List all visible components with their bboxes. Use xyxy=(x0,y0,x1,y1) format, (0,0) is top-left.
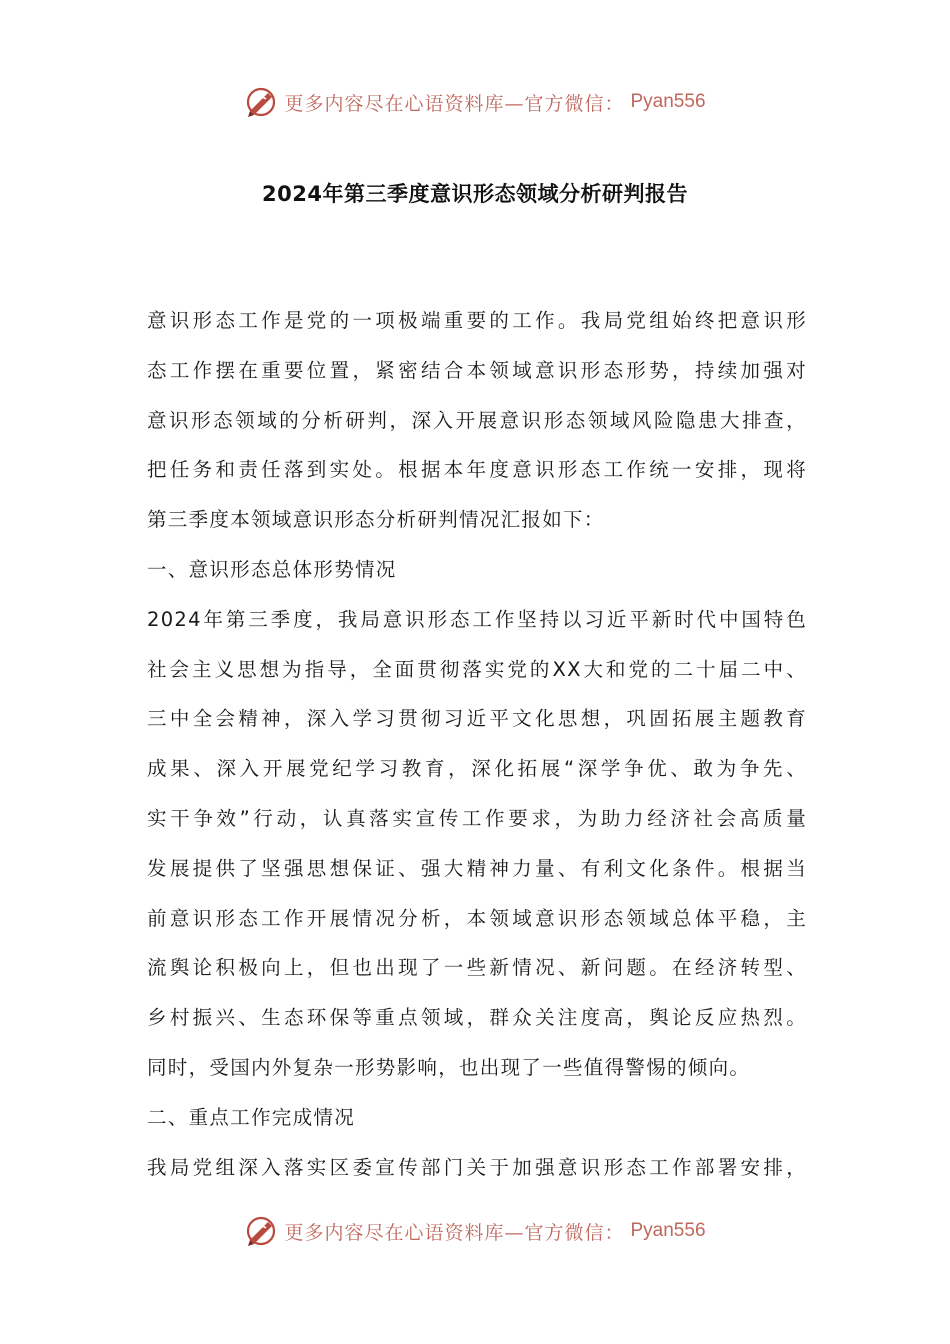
text-line: 实干争效”行动，认真落实宣传工作要求，为助力经济社会高质量 xyxy=(147,806,807,830)
text-line: 二、重点工作完成情况 xyxy=(147,1105,356,1129)
text-line: 三中全会精神，深入学习贯彻习近平文化思想，巩固拓展主题教育 xyxy=(147,707,807,731)
text-line: 流舆论积极向上，但也出现了一些新情况、新问题。在经济转型、 xyxy=(147,956,807,980)
watermark-text: 更多内容尽在心语资料库—官方微信： xyxy=(284,1221,625,1244)
pen-logo-icon xyxy=(244,85,278,119)
text-line: 社会主义思想为指导，全面贯彻落实党的XX大和党的二十届二中、 xyxy=(147,657,807,681)
wechat-id: Pyan556 xyxy=(630,1220,706,1241)
text-line: 2024年第三季度，我局意识形态工作坚持以习近平新时代中国特色 xyxy=(147,607,807,631)
text-line: 一、意识形态总体形势情况 xyxy=(147,557,397,581)
text-line: 态工作摆在重要位置，紧密结合本领域意识形态形势，持续加强对 xyxy=(147,358,807,382)
text-line: 我局党组深入落实区委宣传部门关于加强意识形态工作部署安排， xyxy=(147,1155,807,1179)
text-line: 乡村振兴、生态环保等重点领域，群众关注度高，舆论反应热烈。 xyxy=(147,1006,807,1030)
text-line: 意识形态工作是党的一项极端重要的工作。我局党组始终把意识形 xyxy=(147,309,807,332)
watermark-banner-top xyxy=(0,82,950,122)
text-line: 发展提供了坚强思想保证、强大精神力量、有利文化条件。根据当 xyxy=(147,856,807,880)
pen-logo-icon xyxy=(244,1214,278,1248)
text-line: 前意识形态工作开展情况分析，本领域意识形态领域总体平稳，主 xyxy=(147,906,807,930)
text-line: 同时，受国内外复杂一形势影响，也出现了一些值得警惕的倾向。 xyxy=(147,1055,751,1079)
text-line: 把任务和责任落到实处。根据本年度意识形态工作统一安排，现将 xyxy=(147,458,807,482)
wechat-id: Pyan556 xyxy=(630,91,706,112)
document-title: 2024年第三季度意识形态领域分析研判报告 xyxy=(262,182,688,206)
document-body xyxy=(147,296,807,1192)
text-line: 意识形态领域的分析研判，深入开展意识形态领域风险隐患大排查， xyxy=(147,408,807,432)
watermark-text: 更多内容尽在心语资料库—官方微信： xyxy=(284,92,625,115)
text-line: 成果、深入开展党纪学习教育，深化拓展“深学争优、敢为争先、 xyxy=(147,757,807,781)
text-line: 第三季度本领域意识形态分析研判情况汇报如下： xyxy=(147,508,605,532)
watermark-banner-bottom xyxy=(0,1211,950,1251)
